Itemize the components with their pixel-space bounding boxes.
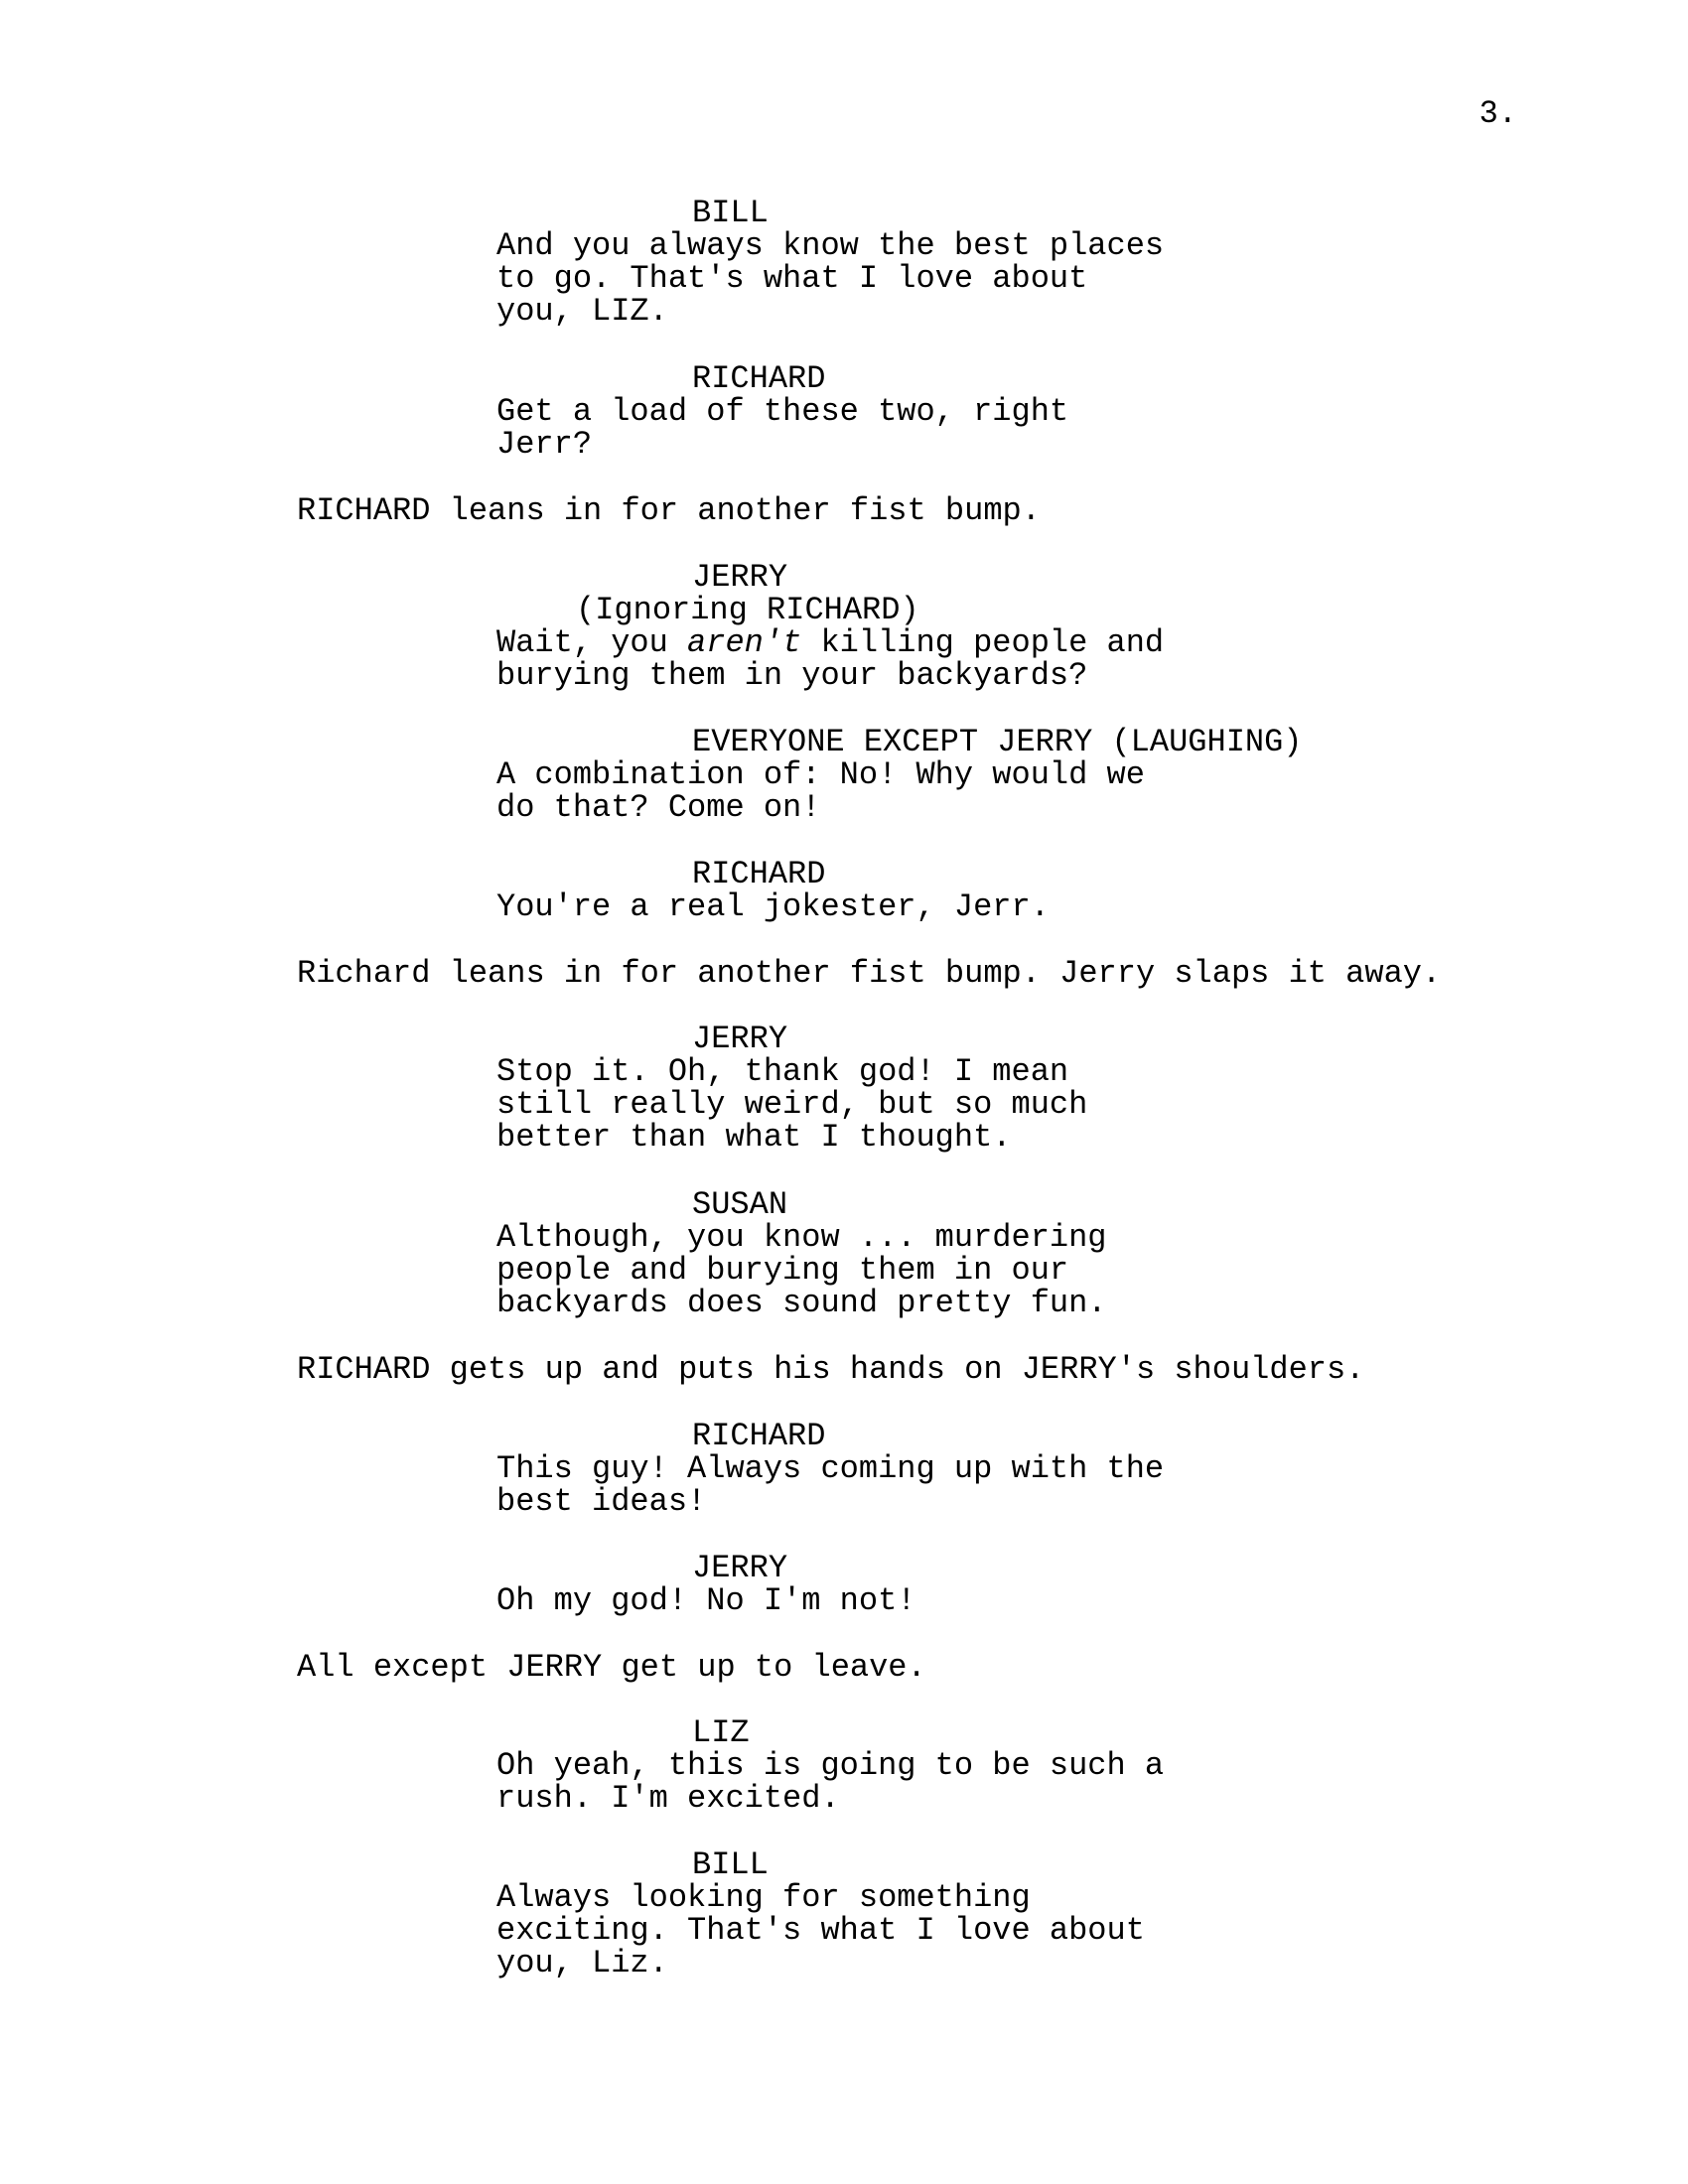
character-name: JERRY	[692, 559, 788, 596]
character-name: RICHARD	[692, 360, 826, 397]
dialogue	[496, 1881, 1145, 1979]
character-name: LIZ	[692, 1714, 750, 1751]
dialogue-line: burying them in your backyards?	[496, 657, 1088, 694]
character-name: RICHARD	[692, 1418, 826, 1454]
dialogue-line: Stop it. Oh, thank god! I mean	[496, 1053, 1069, 1090]
character-name: BILL	[692, 195, 769, 231]
dialogue-line: Oh my god! No I'm not!	[496, 1582, 916, 1619]
dialogue-line: you, LIZ.	[496, 293, 668, 330]
dialogue-line: rush. I'm excited.	[496, 1780, 840, 1817]
character-name: EVERYONE EXCEPT JERRY (LAUGHING)	[692, 724, 1303, 760]
dialogue-line: you, Liz.	[496, 1945, 668, 1981]
action-line: RICHARD gets up and puts his hands on JERRY's shoulders.	[297, 1351, 1365, 1388]
dialogue-emphasis: aren't	[687, 624, 802, 661]
dialogue-line: best ideas!	[496, 1483, 707, 1520]
dialogue-line: Jerr?	[496, 426, 593, 463]
parenthetical: (Ignoring RICHARD)	[576, 592, 919, 628]
dialogue	[496, 1749, 1164, 1815]
page-number: 3.	[1478, 95, 1517, 132]
dialogue-line-part: killing people and	[801, 624, 1165, 661]
dialogue-line: Always looking for something	[496, 1879, 1031, 1916]
dialogue-line: backyards does sound pretty fun.	[496, 1285, 1107, 1321]
action-line: Richard leans in for another fist bump. Jerry slaps it away.	[297, 955, 1442, 992]
dialogue	[496, 758, 1145, 824]
action-line: All except JERRY get up to leave.	[297, 1649, 926, 1686]
dialogue-line: And you always know the best places	[496, 227, 1165, 264]
dialogue-line: You're a real jokester, Jerr.	[496, 888, 1050, 925]
dialogue	[496, 626, 1164, 692]
dialogue-line: Get a load of these two, right	[496, 393, 1069, 430]
dialogue-line: to go. That's what I love about	[496, 260, 1088, 297]
action-line: RICHARD leans in for another fist bump.	[297, 492, 1041, 529]
dialogue-line: This guy! Always coming up with the	[496, 1450, 1165, 1487]
character-name: BILL	[692, 1846, 769, 1883]
dialogue	[496, 890, 1050, 923]
dialogue-line: A combination of: No! Why would we	[496, 756, 1145, 793]
dialogue	[496, 1221, 1107, 1319]
dialogue	[496, 395, 1068, 461]
character-name: JERRY	[692, 1021, 788, 1057]
dialogue	[496, 1452, 1164, 1518]
dialogue-line: people and burying them in our	[496, 1252, 1069, 1289]
dialogue	[496, 1584, 915, 1617]
dialogue-line: better than what I thought.	[496, 1119, 1012, 1156]
character-name: RICHARD	[692, 856, 826, 892]
dialogue-line: exciting. That's what I love about	[496, 1912, 1145, 1949]
dialogue-line: Oh yeah, this is going to be such a	[496, 1747, 1165, 1784]
dialogue-line: still really weird, but so much	[496, 1086, 1088, 1123]
dialogue-line-part: Wait, you	[496, 624, 688, 661]
dialogue-line: Although, you know ... murdering	[496, 1219, 1107, 1256]
dialogue-line: do that? Come on!	[496, 789, 821, 826]
dialogue	[496, 1055, 1087, 1154]
character-name: JERRY	[692, 1550, 788, 1586]
dialogue	[496, 229, 1164, 328]
character-name: SUSAN	[692, 1186, 788, 1223]
